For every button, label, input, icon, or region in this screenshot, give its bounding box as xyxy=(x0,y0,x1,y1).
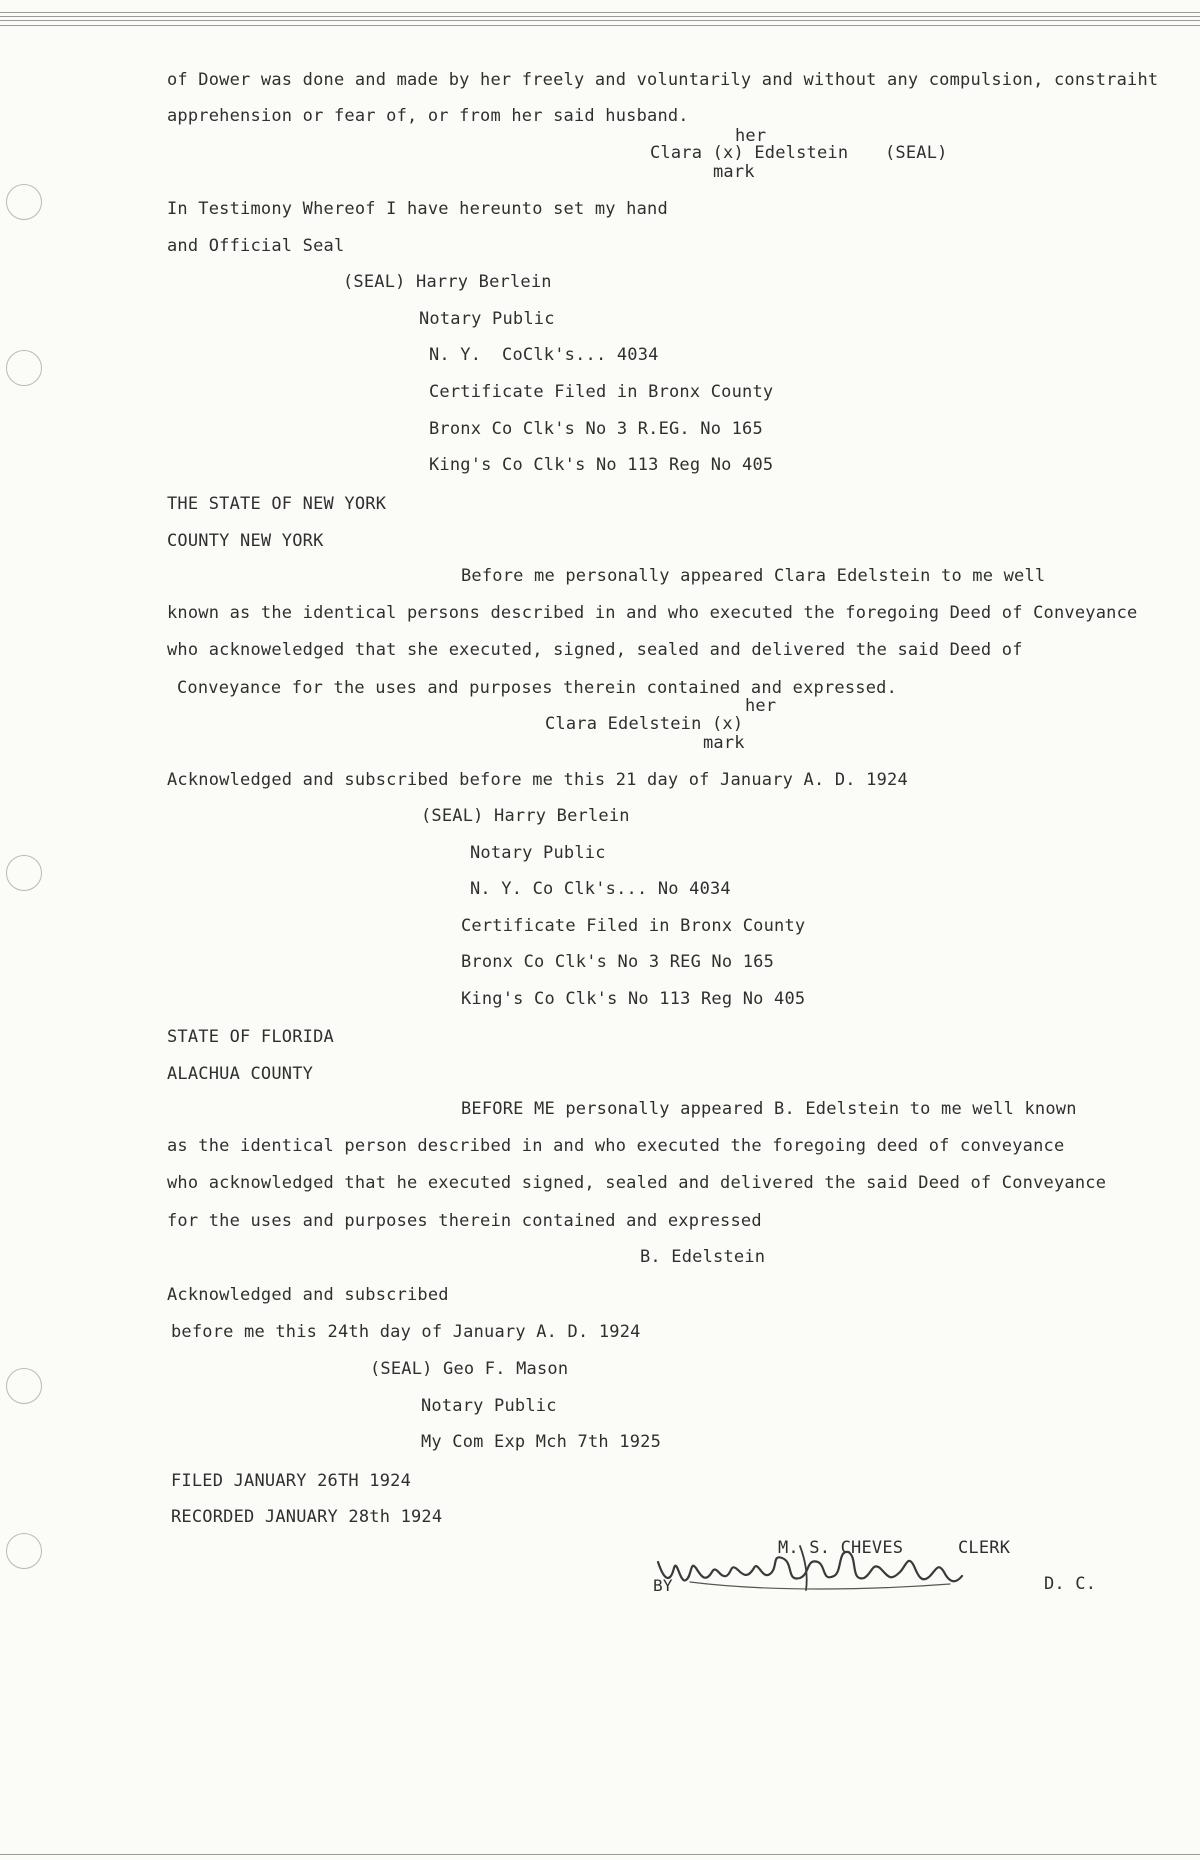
her-label: her xyxy=(745,696,777,716)
notary-title: Notary Public xyxy=(421,1396,557,1416)
signature-text: Clara (x) Edelstein xyxy=(650,143,849,163)
notary-seal-line: (SEAL) Harry Berlein xyxy=(343,272,552,292)
text-line: apprehension or fear of, or from her said husband. xyxy=(167,106,689,126)
clerk-label: CLERK xyxy=(958,1538,1011,1558)
text-line: and Official Seal xyxy=(167,236,345,256)
text-line: N. Y. CoClk's... 4034 xyxy=(429,345,659,365)
text-line: Acknowledged and subscribed before me this 21 day of January A. D. 1924 xyxy=(167,770,908,790)
her-label: her xyxy=(735,126,767,146)
text-line: King's Co Clk's No 113 Reg No 405 xyxy=(461,989,806,1009)
signature-text: B. Edelstein xyxy=(640,1247,766,1267)
notary-seal-line: (SEAL) Geo F. Mason xyxy=(370,1359,569,1379)
punch-hole-icon xyxy=(6,1533,42,1569)
by-label: BY xyxy=(653,1576,673,1595)
punch-hole-icon xyxy=(6,855,42,891)
text-line: of Dower was done and made by her freely and voluntarily and without any compulsion, constraiht xyxy=(167,70,1159,90)
county-heading: ALACHUA COUNTY xyxy=(167,1064,314,1084)
text-line: King's Co Clk's No 113 Reg No 405 xyxy=(429,455,774,475)
text-line: who acknowledged that he executed signed, sealed and delivered the said Deed of Conveyance xyxy=(167,1173,1107,1193)
deputy-clerk-label: D. C. xyxy=(1044,1574,1097,1594)
punch-hole-icon xyxy=(6,184,42,220)
county-heading: COUNTY NEW YORK xyxy=(167,531,324,551)
text-line: Before me personally appeared Clara Edelstein to me well xyxy=(461,566,1046,586)
text-line: as the identical person described in and who executed the foregoing deed of conveyance xyxy=(167,1136,1065,1156)
text-line: Bronx Co Clk's No 3 REG No 165 xyxy=(461,952,775,972)
text-line: Certificate Filed in Bronx County xyxy=(461,916,806,936)
top-border-line xyxy=(0,25,1200,26)
seal-label: (SEAL) xyxy=(885,143,948,163)
top-border-line xyxy=(0,16,1200,17)
clerk-name: M. S. CHEVES xyxy=(778,1538,904,1558)
punch-hole-icon xyxy=(6,1368,42,1404)
text-line: who acknoweledged that she executed, signed, sealed and delivered the said Deed of xyxy=(167,640,1023,660)
text-line: BEFORE ME personally appeared B. Edelstein to me well known xyxy=(461,1099,1077,1119)
mark-label: mark xyxy=(703,733,745,753)
filed-stamp: FILED JANUARY 26TH 1924 xyxy=(171,1471,412,1491)
text-line: Acknowledged and subscribed xyxy=(167,1285,449,1305)
recorded-stamp: RECORDED JANUARY 28th 1924 xyxy=(171,1507,443,1527)
text-line: N. Y. Co Clk's... No 4034 xyxy=(470,879,731,899)
signature-text: Clara Edelstein (x) xyxy=(545,714,744,734)
text-line: for the uses and purposes therein contained and expressed xyxy=(167,1211,762,1231)
text-line: Bronx Co Clk's No 3 R.EG. No 165 xyxy=(429,419,763,439)
top-border-line xyxy=(0,20,1200,21)
text-line: Certificate Filed in Bronx County xyxy=(429,382,774,402)
text-line: before me this 24th day of January A. D. 1924 xyxy=(171,1322,641,1342)
state-heading: STATE OF FLORIDA xyxy=(167,1027,334,1047)
punch-hole-icon xyxy=(6,350,42,386)
handwritten-signature-icon xyxy=(650,1532,980,1602)
text-line: In Testimony Whereof I have hereunto set my hand xyxy=(167,199,668,219)
notary-title: Notary Public xyxy=(470,843,606,863)
mark-label: mark xyxy=(713,162,755,182)
text-line: Conveyance for the uses and purposes therein contained and expressed. xyxy=(177,678,898,698)
bottom-border-line xyxy=(0,1854,1200,1855)
top-border-line xyxy=(0,12,1200,13)
text-line: My Com Exp Mch 7th 1925 xyxy=(421,1432,662,1452)
notary-seal-line: (SEAL) Harry Berlein xyxy=(421,806,630,826)
text-line: known as the identical persons described in and who executed the foregoing Deed of Conveyance xyxy=(167,603,1138,623)
notary-title: Notary Public xyxy=(419,309,555,329)
state-heading: THE STATE OF NEW YORK xyxy=(167,494,387,514)
